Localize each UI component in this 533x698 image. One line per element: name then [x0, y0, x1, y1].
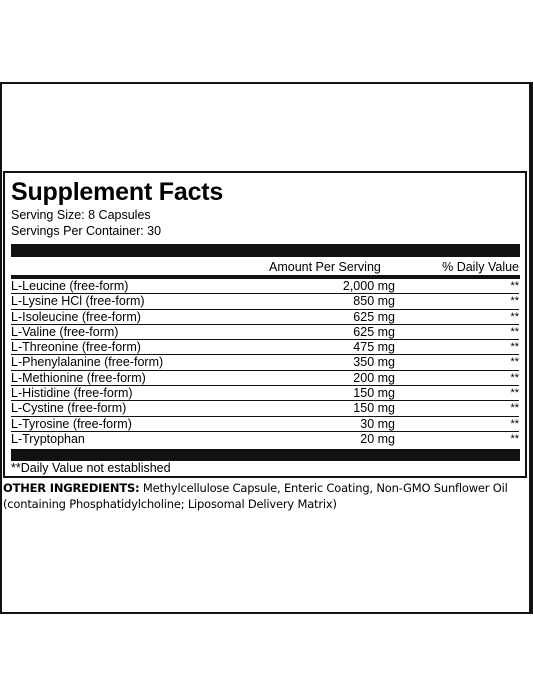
outer-frame-left — [0, 82, 2, 614]
panel-title: Supplement Facts — [11, 178, 224, 206]
other-ingredients-label: OTHER INGREDIENTS: — [3, 481, 140, 495]
nutrient-name: L-Threonine (free-form) — [11, 340, 141, 355]
nutrient-name: L-Cystine (free-form) — [11, 401, 127, 416]
nutrient-daily-value: ** — [510, 280, 519, 292]
table-row — [11, 386, 519, 401]
table-row — [11, 294, 519, 309]
nutrient-daily-value: ** — [510, 371, 519, 384]
thick-divider — [11, 244, 520, 257]
table-row — [11, 279, 519, 294]
nutrient-amount: 150 mg — [353, 401, 395, 416]
outer-frame-top — [0, 82, 533, 84]
servings-per-container: Servings Per Container: 30 — [11, 224, 162, 238]
nutrient-daily-value: ** — [510, 295, 519, 308]
nutrient-amount: 30 mg — [360, 416, 395, 431]
footnote: **Daily Value not established — [11, 461, 171, 475]
column-header-row — [11, 259, 519, 275]
nutrient-daily-value: ** — [510, 387, 519, 400]
table-row — [11, 432, 519, 447]
panel-header — [11, 177, 519, 239]
table-row — [11, 310, 519, 325]
nutrient-name: L-Methionine (free-form) — [11, 370, 146, 385]
nutrient-amount: 850 mg — [353, 294, 395, 309]
header-amount-per-serving: Amount Per Serving — [269, 260, 381, 274]
outer-frame-right — [529, 82, 533, 614]
serving-size: Serving Size: 8 Capsules — [11, 208, 151, 222]
nutrient-amount: 350 mg — [353, 355, 395, 370]
nutrient-amount: 2,000 mg — [342, 279, 395, 293]
nutrient-daily-value: ** — [510, 417, 519, 430]
table-row — [11, 325, 519, 340]
header-daily-value: % Daily Value — [442, 260, 519, 274]
nutrient-amount: 200 mg — [353, 370, 395, 385]
nutrient-daily-value: ** — [510, 325, 519, 338]
nutrient-name: L-Phenylalanine (free-form) — [11, 355, 164, 370]
table-row — [11, 355, 519, 370]
other-ingredients-text: Methylcellulose Capsule, Enteric Coating, Non-GMO Sunflower Oil (containing Phosphatidylcholine; Liposomal Delivery Matrix) — [3, 481, 508, 511]
nutrient-name: L-Leucine (free-form) — [11, 279, 129, 293]
nutrient-name: L-Isoleucine (free-form) — [11, 309, 141, 324]
nutrient-daily-value: ** — [510, 432, 519, 445]
nutrient-name: L-Valine (free-form) — [11, 324, 119, 339]
nutrient-amount: 625 mg — [353, 324, 395, 339]
other-ingredients — [3, 480, 527, 512]
nutrient-name: L-Histidine (free-form) — [11, 386, 133, 401]
nutrient-amount: 475 mg — [353, 340, 395, 355]
nutrient-amount: 20 mg — [360, 431, 395, 446]
table-row — [11, 371, 519, 386]
nutrient-name: L-Tyrosine (free-form) — [11, 416, 132, 431]
table-row — [11, 401, 519, 416]
table-row — [11, 417, 519, 432]
outer-frame-bottom — [0, 612, 533, 614]
nutrient-table — [11, 279, 519, 447]
nutrient-amount: 150 mg — [353, 386, 395, 401]
nutrient-name: L-Lysine HCl (free-form) — [11, 294, 145, 309]
nutrient-daily-value: ** — [510, 356, 519, 369]
nutrient-daily-value: ** — [510, 402, 519, 415]
nutrient-amount: 625 mg — [353, 309, 395, 324]
nutrient-daily-value: ** — [510, 341, 519, 354]
table-row — [11, 340, 519, 355]
nutrient-daily-value: ** — [510, 310, 519, 323]
supplement-facts-panel — [3, 171, 527, 478]
nutrient-name: L-Tryptophan — [11, 431, 85, 446]
